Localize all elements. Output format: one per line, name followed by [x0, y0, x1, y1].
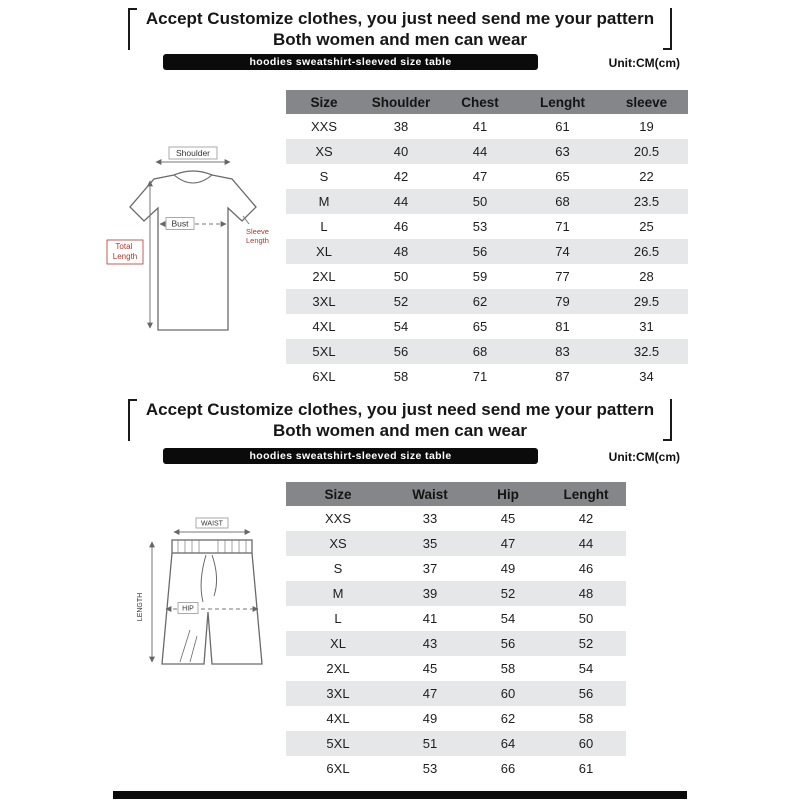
table-row: XXS 38 41 61 19	[310, 119, 654, 134]
column-header: Waist	[390, 482, 470, 506]
tshirt-measure-lines	[150, 162, 249, 328]
table-row: 3XL 47 60 56	[286, 681, 626, 706]
heading-line-1: Accept Customize clothes, you just need send me your pattern	[145, 9, 655, 28]
corner-bracket-left-icon	[128, 399, 137, 441]
table-row: 5XL 56 68 83 32.5	[286, 339, 688, 364]
table-row: L 41 54 50	[334, 611, 594, 626]
column-header: sleeve	[605, 90, 688, 114]
heading-line-2: Both women and men can wear	[272, 30, 528, 49]
table-header-row	[286, 482, 626, 506]
column-header: Hip	[470, 482, 546, 506]
corner-bracket-right-icon	[663, 8, 672, 50]
table-row: 6XL 58 71 87 34	[312, 369, 654, 384]
table-row: 6XL 53 66 61	[326, 761, 594, 776]
column-header: Lenght	[546, 482, 626, 506]
heading-line-1: Accept Customize clothes, you just need send me your pattern	[145, 400, 655, 419]
heading-line-2: Both women and men can wear	[272, 421, 528, 440]
tshirt-outline	[130, 171, 256, 330]
table-row: S 37 49 46	[333, 561, 594, 576]
column-header: Chest	[440, 90, 520, 114]
tshirt-shoulder-label: Shoulder	[175, 148, 211, 158]
shorts-waist-label: WAIST	[201, 520, 223, 528]
table-row: XS 40 44 63 20.5	[286, 139, 688, 164]
corner-bracket-right-icon	[663, 399, 672, 441]
shorts-outline	[162, 540, 262, 664]
heading-section-2	[0, 399, 800, 441]
table-row: M 39 52 48	[286, 581, 626, 606]
table-row: L 46 53 71 25	[320, 219, 654, 234]
table-row: 4XL 54 65 81 31	[312, 319, 654, 334]
tshirt-bust-label: Bust	[171, 218, 189, 229]
shorts-diagram	[130, 512, 285, 712]
table-title-banner-2	[163, 448, 538, 464]
table-row: XL 48 56 74 26.5	[286, 239, 688, 264]
table-row: 5XL 51 64 60	[286, 731, 626, 756]
table-row: 3XL 52 62 79 29.5	[286, 289, 688, 314]
shorts-length-label: LENGTH	[137, 592, 144, 622]
banner-label: hoodies sweatshirt-sleeved size table	[249, 56, 452, 68]
bottom-bar	[113, 791, 687, 799]
size-table-shorts	[286, 482, 626, 781]
table-row: M 44 50 68 23.5	[286, 189, 688, 214]
column-header: Lenght	[520, 90, 605, 114]
banner-label: hoodies sweatshirt-sleeved size table	[249, 450, 452, 462]
table-title-banner-1	[163, 54, 538, 70]
table-row: XXS 33 45 42	[324, 511, 594, 526]
table-row: XS 35 47 44	[286, 531, 626, 556]
size-table-hoodies	[286, 90, 688, 389]
corner-bracket-left-icon	[128, 8, 137, 50]
table-row: S 42 47 65 22	[319, 169, 654, 184]
unit-label-2: Unit:CM(cm)	[608, 450, 680, 464]
column-header: Size	[286, 90, 362, 114]
table-row: 2XL 50 59 77 28	[312, 269, 654, 284]
column-header: Shoulder	[362, 90, 440, 114]
table-row: 4XL 49 62 58	[326, 711, 594, 726]
table-header-row	[286, 90, 688, 114]
tshirt-sleeve-length-label: Sleeve Length	[246, 227, 269, 245]
tshirt-total-length-label: Total Length	[112, 242, 138, 261]
table-row: XL 43 56 52	[286, 631, 626, 656]
unit-label-1: Unit:CM(cm)	[608, 56, 680, 70]
table-row: 2XL 45 58 54	[326, 661, 594, 676]
tshirt-diagram	[106, 144, 281, 354]
heading-section-1	[0, 8, 800, 50]
column-header: Size	[286, 482, 390, 506]
shorts-hip-label: HIP	[182, 605, 194, 613]
